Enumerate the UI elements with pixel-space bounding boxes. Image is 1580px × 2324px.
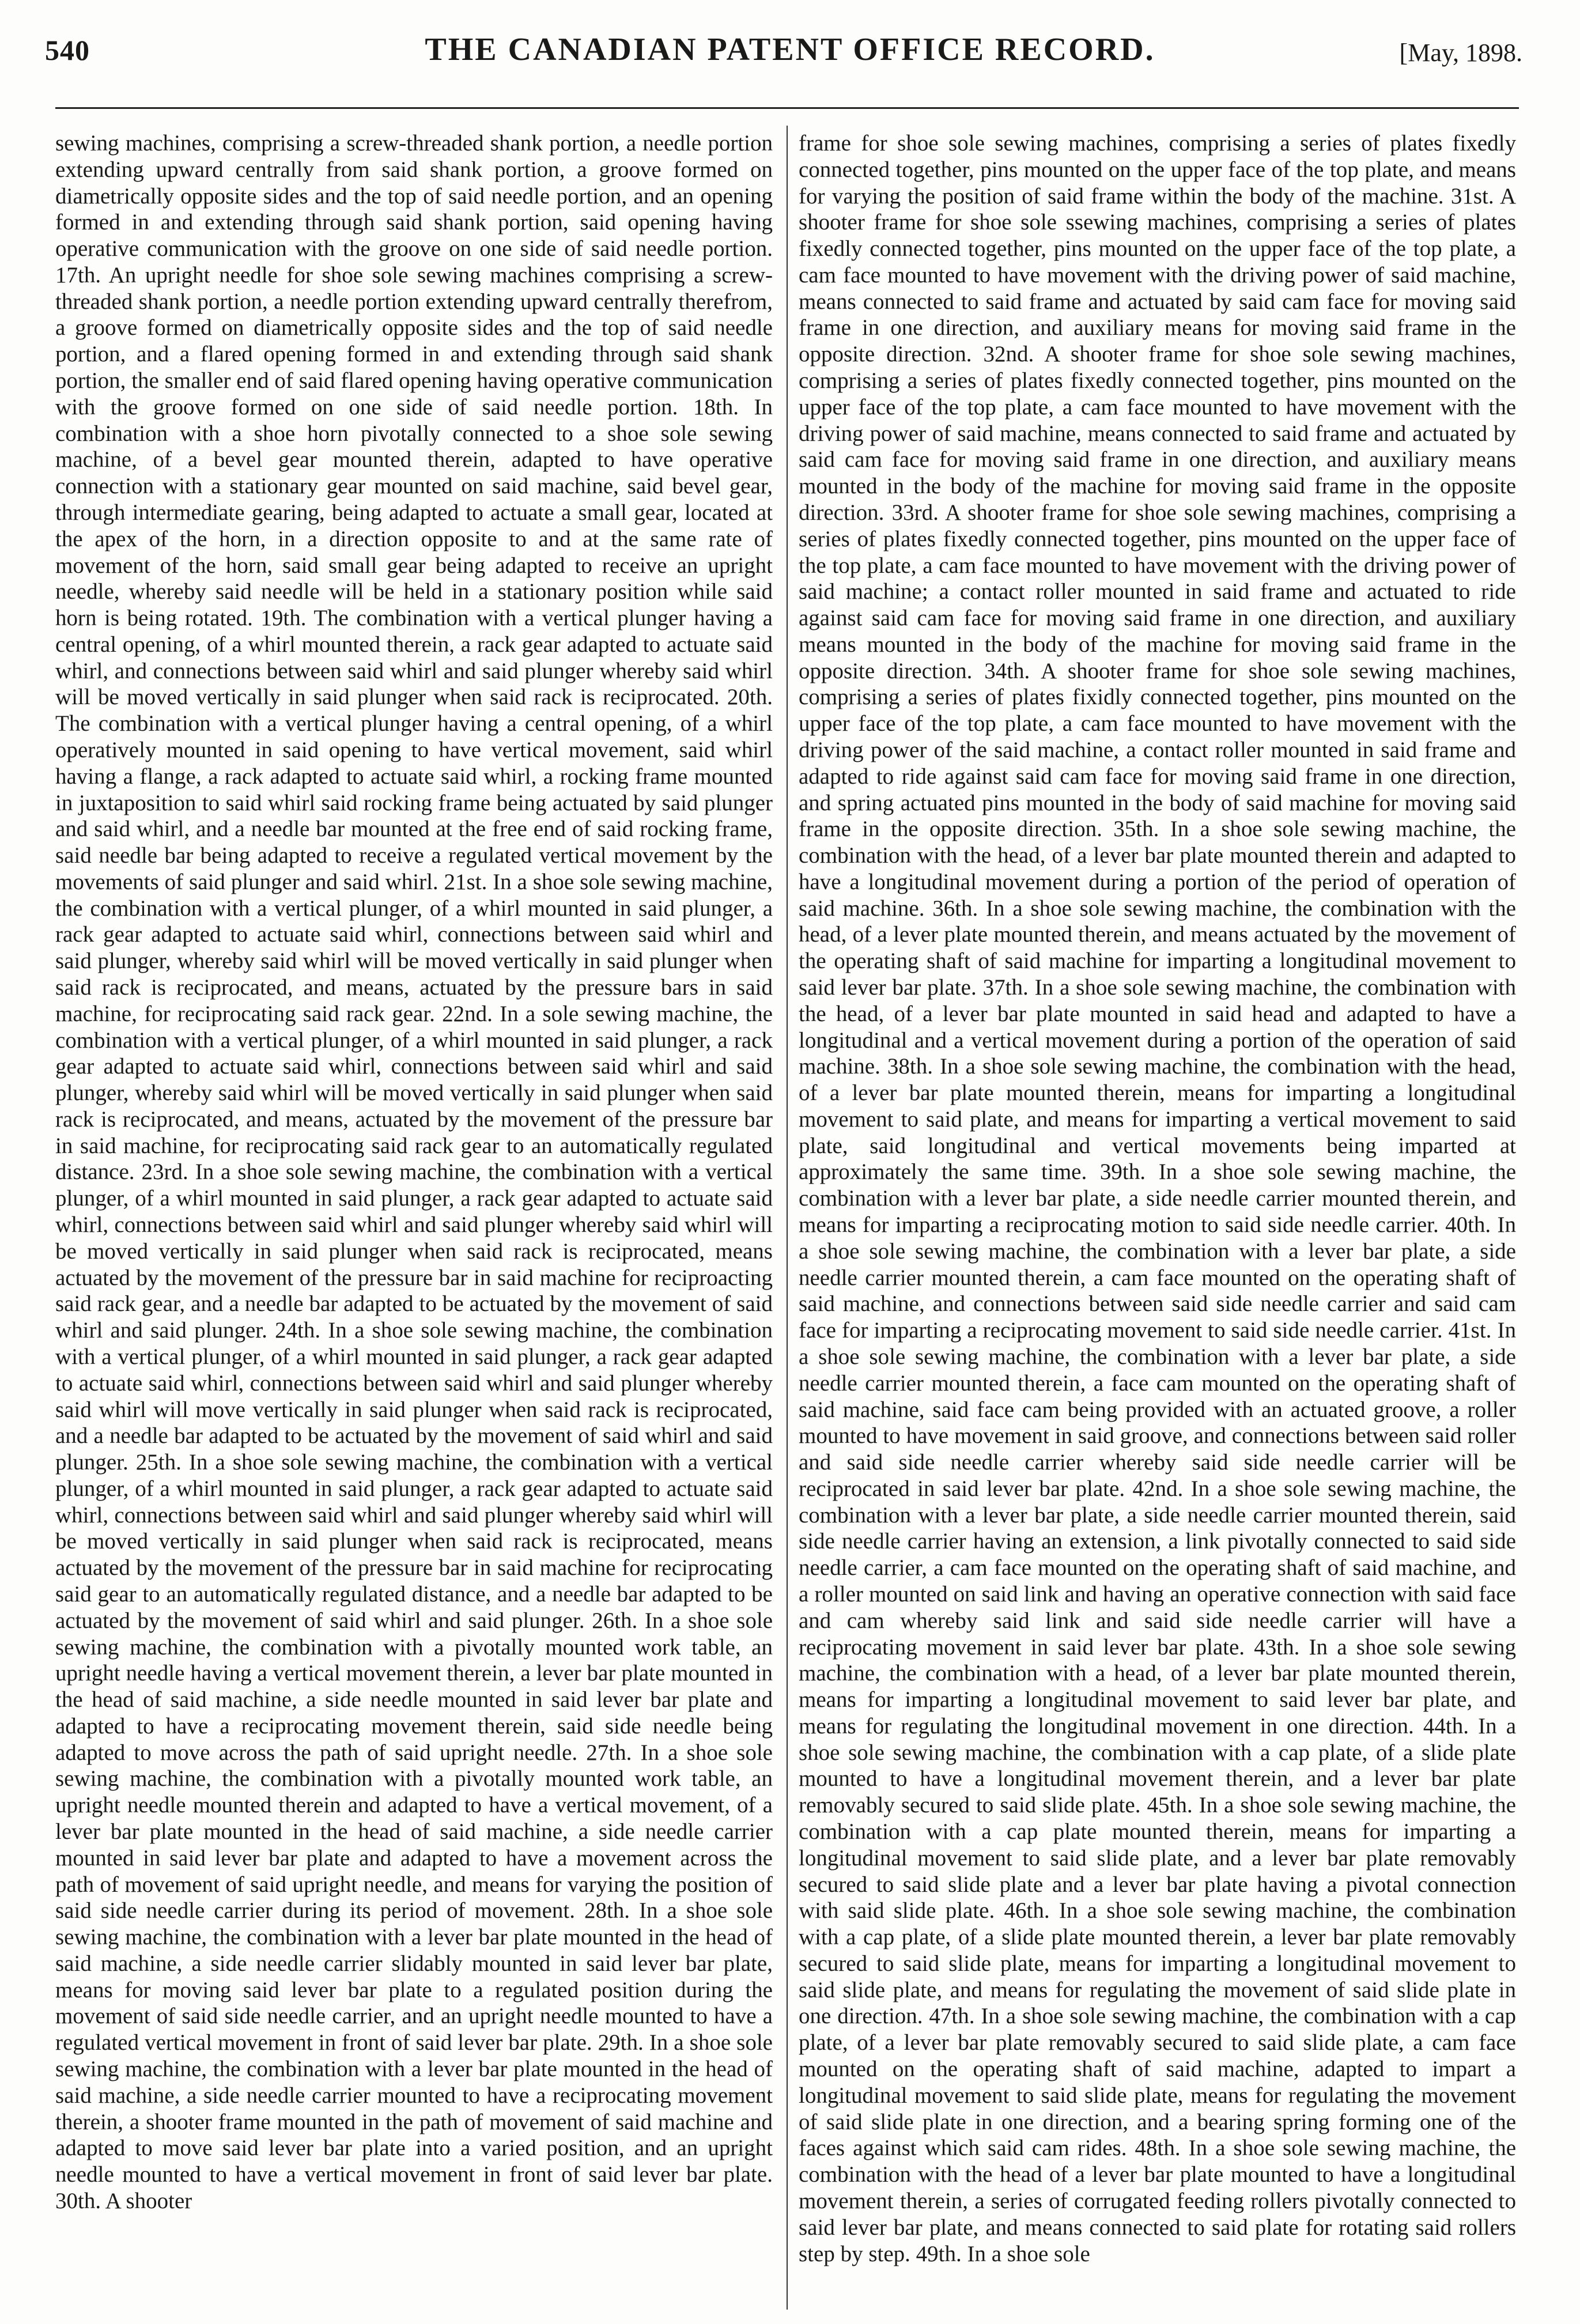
right-column-text: frame for shoe sole sewing machines, comprising a series of plates fixedly connected together, pins mounted on the upper face of the top plate, and means for varying the position of said frame within the body of the machine. 31st. A shooter frame for shoe sole ssewing machines, comprising a series of plates fixedly connected together, pins mounted on the upper face of the top plate, a cam face mounted to have movement with the driving power of said machine, means connected to said frame and actuated by said cam face for moving said frame in one direction, and auxiliary means for moving said frame in the opposite direction. 32nd. A shooter frame for shoe sole sewing machines, comprising a series of plates fixedly connected together, pins mounted on the upper face of the top plate, a cam face mounted to have movement with the driving power of said machine, means connected to said frame and actuated by said cam face for moving said frame in one direction, and auxiliary means mounted in the body of the machine for moving said frame in the opposite direction. 33rd. A shooter frame for shoe sole sewing machines, comprising a series of plates fixedly connected together, pins mounted on the upper face of the top plate, a cam face mounted to have movement with the driving power of said machine; a contact roller mounted in said frame and actuated to ride against said cam face for moving said frame in one direction, and auxiliary means mounted in the body of the machine for moving said frame in the opposite direction. 34th. A shooter frame for shoe sole sewing machines, comprising a series of plates fixidly connected together, pins mounted on the upper face of the top plate, a cam face mounted to have movement with the driving power of the said machine, a contact roller mounted in said frame and adapted to ride against said cam face for moving said frame in one direction, and spring actuated pins mounted in the body of said machine for moving said frame in the opposite direction. 35th. In a shoe sole sewing machine, the combination with the head, of a lever bar plate mounted therein and adapted to have a longitudinal movement during a portion of the period of operation of said machine. 36th. In a shoe sole sewing machine, the combination with the head, of a lever plate mounted therein, and means actuated by the movement of the operating shaft of said machine for imparting a longitudinal movement to said lever bar plate. 37th. In a shoe sole sewing machine, the combination with the head, of a lever bar plate mounted in said head and adapted to have a longitudinal and a vertical movement during a portion of the operation of said machine. 38th. In a shoe sole sewing machine, the combination with the head, of a lever bar plate mounted therein, means for imparting a longitudinal movement to said plate, and means for imparting a vertical movement to said plate, said longitudinal and vertical movements being imparted at approximately the same time. 39th. In a shoe sole sewing machine, the combination with a lever bar plate, a side needle carrier mounted therein, and means for imparting a reciprocating motion to said side needle carrier. 40th. In a shoe sole sewing machine, the combination with a lever bar plate, a side needle carrier mounted therein, a cam face mounted on the operating shaft of said machine, and connections between said side needle carrier and said cam face for imparting a reciprocating movement to said side needle carrier. 41st. In a shoe sole sewing machine, the combination with a lever bar plate, a side needle carrier mounted therein, a face cam mounted on the operating shaft of said machine, said face cam being provided with an actuated groove, a roller mounted to have movement in said groove, and connections between said roller and said side needle carrier whereby said side needle carrier will be reciprocated in said lever bar plate. 42nd. In a shoe sole sewing machine, the combination with a lever bar plate, a side needle carrier mounted therein, said side needle carrier having an extension, a link pivotally connected to said side needle carrier, a cam face mounted on the operating shaft of said machine, and a roller mounted on said link and having an operative connection with said face and cam whereby said link and said side needle carrier will have a reciprocating movement in said lever bar plate. 43th. In a shoe sole sewing machine, the combination with a head, of a lever bar plate mounted therein, means for imparting a longitudinal movement to said lever bar plate, and means for regulating the longitudinal movement in one direction. 44th. In a shoe sole sewing machine, the combination with a cap plate, of a slide plate mounted to have a longitudinal movement therein, and a lever bar plate removably secured to said slide plate. 45th. In a shoe sole sewing machine, the combination with a cap plate mounted therein, means for imparting a longitudinal movement to said slide plate, and a lever bar plate removably secured to said slide plate and a lever bar plate having a pivotal connection with said slide plate. 46th. In a shoe sole sewing machine, the combination with a cap plate, of a slide plate mounted therein, a lever bar plate removably secured to said slide plate, means for imparting a longitudinal movement to said slide plate, and means for regulating the movement of said slide plate in one direction. 47th. In a shoe sole sewing machine, the combination with a cap plate, of a lever bar plate removably secured to said slide plate, a cam face mounted on the operating shaft of said machine, adapted to impart a longitudinal movement to said slide plate, means for regulating the movement of said slide plate in one direction, and a bearing spring forming one of the faces against which said cam rides. 48th. In a shoe sole sewing machine, the combination with the head of a lever bar plate mounted to have a longitudinal movement therein, a series of corrugated feeding rollers pivotally connected to said lever bar plate, and means connected to said plate for rotating said rollers step by step. 49th. In a shoe sole xyxy=(799,131,1516,2266)
right-column xyxy=(799,130,1516,2304)
header-rule xyxy=(55,107,1519,109)
left-column xyxy=(55,130,773,2304)
page-title: THE CANADIAN PATENT OFFICE RECORD. xyxy=(425,32,1155,67)
page-number: 540 xyxy=(45,34,90,66)
left-column-text: sewing machines, comprising a screw-threaded shank portion, a needle portion extending upward centrally from said shank portion, a groove formed on diametrically opposite sides and the top of said needle portion, and an opening formed in and extending through said shank portion, said opening having operative communication with the groove on one side of said needle portion. 17th. An upright needle for shoe sole sewing machines comprising a screw-threaded shank portion, a needle portion extending upward centrally therefrom, a groove formed on diametrically opposite sides and the top of said needle portion, and a flared opening formed in and extending through said shank portion, the smaller end of said flared opening having operative communication with the groove formed on one side of said needle portion. 18th. In combination with a shoe horn pivotally connected to a shoe sole sewing machine, of a bevel gear mounted therein, adapted to have operative connection with a stationary gear mounted on said machine, said bevel gear, through intermediate gearing, being adapted to actuate a small gear, located at the apex of the horn, in a direction opposite to and at the same rate of movement of the horn, said small gear being adapted to receive an upright needle, whereby said needle will be held in a stationary position while said horn is being rotated. 19th. The combination with a vertical plunger having a central opening, of a whirl mounted therein, a rack gear adapted to actuate said whirl, and connections between said whirl and said plunger whereby said whirl will be moved vertically in said plunger when said rack is reciprocated. 20th. The combination with a vertical plunger having a central opening, of a whirl operatively mounted in said opening to have vertical movement, said whirl having a flange, a rack adapted to actuate said whirl, a rocking frame mounted in juxtaposition to said whirl said rocking frame being actuated by said plunger and said whirl, and a needle bar mounted at the free end of said rocking frame, said needle bar being adapted to receive a regulated vertical movement by the movements of said plunger and said whirl. 21st. In a shoe sole sewing machine, the combination with a vertical plunger, of a whirl mounted in said plunger, a rack gear adapted to actuate said whirl, connections between said whirl and said plunger, whereby said whirl will be moved vertically in said plunger when said rack is reciprocated, and means, actuated by the pressure bars in said machine, for reciprocating said rack gear. 22nd. In a sole sewing machine, the combination with a vertical plunger, of a whirl mounted in said plunger, a rack gear adapted to actuate said whirl, connections between said whirl and said plunger, whereby said whirl will be moved vertically in said plunger when said rack is reciprocated, and means, actuated by the movement of the pressure bar in said machine, for reciprocating said rack gear to an automatically regulated distance. 23rd. In a shoe sole sewing machine, the combination with a vertical plunger, of a whirl mounted in said plunger, a rack gear adapted to actuate said whirl, connections between said whirl and said plunger whereby said whirl will be moved vertically in said plunger when said rack is reciprocated, means actuated by the movement of the pressure bar in said machine for reciproacting said rack gear, and a needle bar adapted to be actuated by the movement of said whirl and said plunger. 24th. In a shoe sole sewing machine, the combination with a vertical plunger, of a whirl mounted in said plunger, a rack gear adapted to actuate said whirl, connections between said whirl and said plunger whereby said whirl will move vertically in said plunger when said rack is reciprocated, and a needle bar adapted to be actuated by the movement of said whirl and said plunger. 25th. In a shoe sole sewing machine, the combination with a vertical plunger, of a whirl mounted in said plunger, a rack gear adapted to actuate said whirl, connections between said whirl and said plunger whereby said whirl will be moved vertically in said plunger when said rack is reciprocated, means actuated by the movement of the pressure bar in said machine for reciprocating said gear to an automatically regulated distance, and a needle bar adapted to be actuated by the movement of said whirl and said plunger. 26th. In a shoe sole sewing machine, the combination with a pivotally mounted work table, an upright needle having a vertical movement therein, a lever bar plate mounted in the head of said machine, a side needle mounted in said lever bar plate and adapted to have a reciprocating movement therein, said side needle being adapted to move across the path of said upright needle. 27th. In a shoe sole sewing machine, the combination with a pivotally mounted work table, an upright needle mounted therein and adapted to have a vertical movement, of a lever bar plate mounted in the head of said machine, a side needle carrier mounted in said lever bar plate and adapted to have a movement across the path of movement of said upright needle, and means for varying the position of said side needle carrier during its period of movement. 28th. In a shoe sole sewing machine, the combination with a lever bar plate mounted in the head of said machine, a side needle carrier slidably mounted in said lever bar plate, means for moving said lever bar plate to a regulated position during the movement of said side needle carrier, and an upright needle mounted to have a regulated vertical movement in front of said lever bar plate. 29th. In a shoe sole sewing machine, the combination with a lever bar plate mounted in the head of said machine, a side needle carrier mounted to have a reciprocating movement therein, a shooter frame mounted in the path of movement of said machine and adapted to move said lever bar plate into a varied position, and an upright needle mounted to have a vertical movement in front of said lever bar plate. 30th. A shooter xyxy=(55,131,773,2213)
column-divider xyxy=(787,126,788,2310)
issue-date: [May, 1898. xyxy=(1399,39,1522,67)
